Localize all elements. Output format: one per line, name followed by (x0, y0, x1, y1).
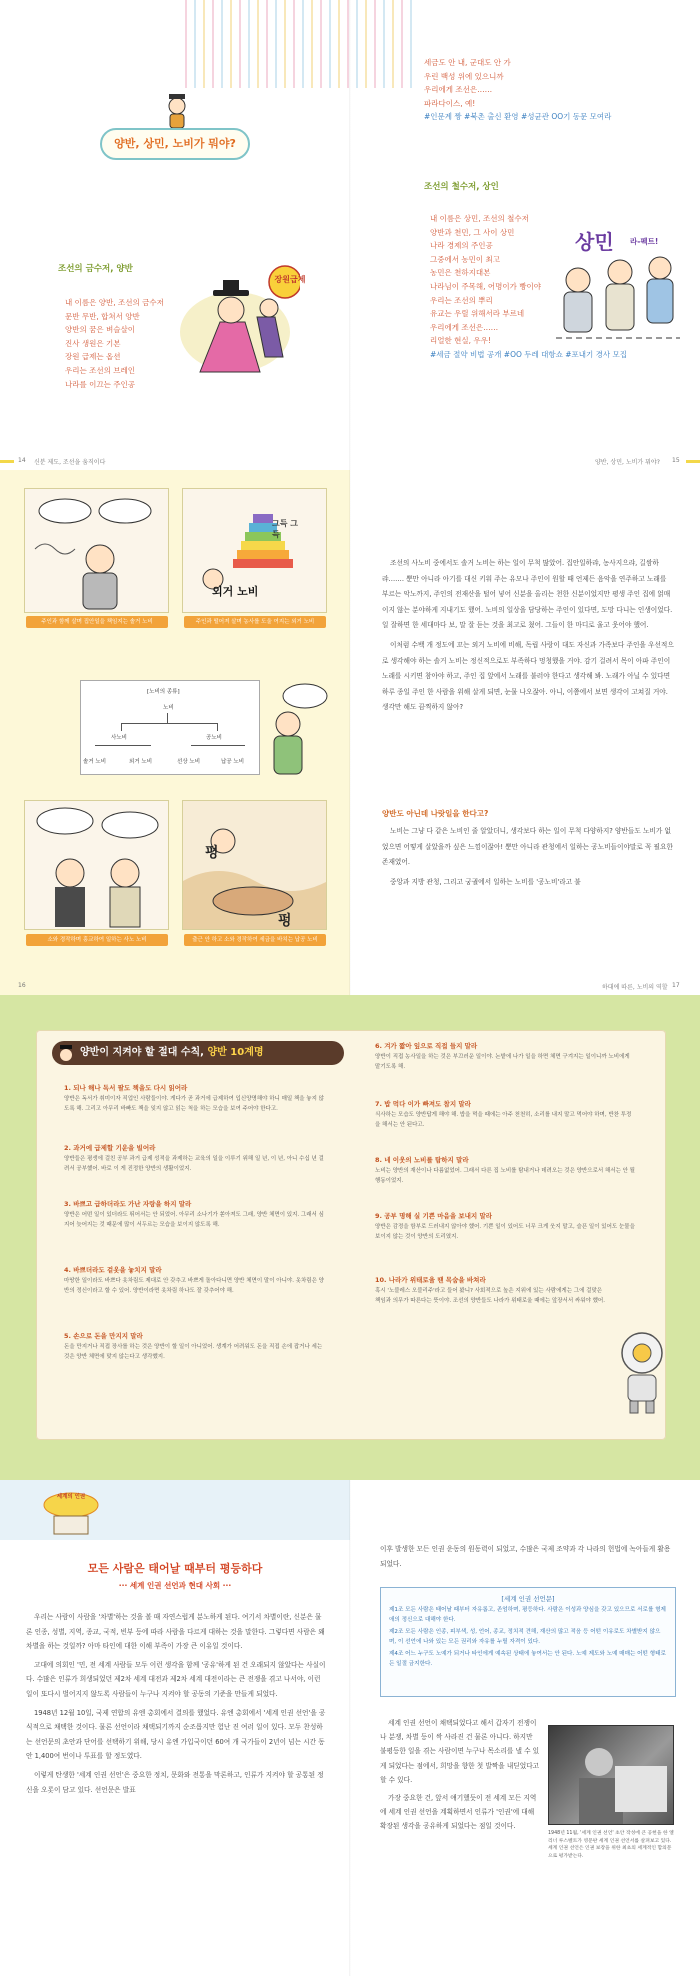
rule-body: 양반은 어떤 일이 있더라도 뛰어서는 안 되었어. 아무리 소나기가 쏟아져도 그래, 양반 체면이 있지. 그래서 심지어 늦어지는 것 때문에 많이 서두르는 모습을 보이지 않도록 해. (64, 1212, 324, 1229)
yangban-heading: 조선의 금수저, 양반 (58, 264, 133, 274)
rules-heading-bar (52, 1041, 344, 1065)
page-number-right: 15 (672, 457, 680, 464)
rule-item (64, 1083, 324, 1114)
nobi-body-text-2 (382, 824, 674, 924)
paragraph: 이처럼 수백 개 정도에 꼬는 외거 노비에 비해, 독립 사랑이 대도 자신과 가족보다 주인을 우선적으로 생각해야 하는 솔거 노비는 정신적으로도 부족하다 멍청했을 거야. 감기 걸려서 목이 아파 주인이 노래를 시키면 참아야 하고, 주인 집 앞에서 노래를 불러야 한다고 생각해 봐. 노래가 아닐 수 있다면 하루 종일 주인 한 사람을 위해 살게 되면, 눈물 나오잖아. 아니, 이쯤에서 보면 생각이 고쳐질 거야. 생각만 해도 끔찍하지 않아? (382, 640, 674, 712)
rule-item (375, 1155, 635, 1186)
rule-title: 6. 겨가 짧아 잎으로 직접 들지 말라 (375, 1042, 478, 1050)
rule-title: 5. 손으로 돈을 만지지 말라 (64, 1332, 143, 1340)
page-label-right: 하대에 따른, 노비의 역할 (602, 984, 668, 991)
caption-sano: 소와 경작하며 흥교하여 일하는 사노 노비 (26, 934, 168, 946)
rule-item (64, 1331, 324, 1362)
boy-icon (260, 680, 330, 780)
page-fold (349, 1480, 351, 1976)
rule-title: 9. 공부 명해 실 기쁜 마음을 보내지 말라 (375, 1212, 493, 1220)
rule-item (375, 1211, 635, 1242)
cartoon-sano (25, 801, 169, 930)
article-title: 모든 사람은 태어날 때부터 평등하다 (87, 1562, 263, 1575)
cartoon-napgong (183, 801, 327, 930)
list-item: 진사 생원은 기본 (65, 338, 121, 348)
decorative-stripes (185, 0, 415, 88)
list-item: 문반 무반, 합쳐서 양반 (65, 311, 140, 321)
org-leaf: 선상 노비 (177, 759, 201, 765)
paragraph: 고대에 의회인 '민, 전 세계 사람들 모두 이런 생각을 함께 '공유'하게 된 건 오래되지 않았다는 사실이다. 수많은 인류가 희생되었던 제2차 세계 대전과 제2차 세계 대전이라는 큰 전쟁을 겪고 나서야, 이런 일이 또다시 벌어지지 않도록 사람들이 누구나 지켜야 할 공동의 기준을 만들게 되었다. (26, 1660, 326, 1698)
spread-human-rights (0, 1480, 700, 1976)
org-leaf: 외거 노비 (129, 759, 153, 765)
sound-effect-2: 펑 (278, 913, 292, 929)
page-title-badge (100, 128, 250, 160)
paragraph: 이후 발생한 모든 인권 운동의 원동력이 되었고, 수많은 국제 조약과 각 나라의 헌법에 녹아들게 활용되었다. (380, 1545, 671, 1568)
sangmin-sign: 상민 (575, 230, 614, 254)
robot-mascot-icon (612, 1325, 672, 1415)
sangmin-heading: 조선의 철수저, 상인 (424, 182, 499, 192)
org-nobi: 노비 (163, 705, 174, 711)
list-item: 세금도 안 내, 군대도 안 가 (424, 58, 511, 67)
rule-title: 4. 바쁘더라도 겉옷을 놓치지 말라 (64, 1266, 162, 1274)
declaration-article: 제1조 모든 사람은 태어날 때부터 자유롭고, 존엄하며, 평등하다. 사람은 이성과 양심을 갖고 있으므로 서로를 형제애의 정신으로 대해야 한다. (389, 1607, 666, 1623)
list-item: 우린 백성 위에 있으니까 (424, 71, 504, 81)
yangban-face-icon (56, 1043, 76, 1063)
rule-item (64, 1199, 324, 1230)
rule-body: 돈을 만지거나 직접 장사를 하는 것은 양반이 할 일이 아니었어. 생계가 어려워도 돈을 직접 손에 잡거나 세는 것은 양반 체면에 맞지 않는다고 생각했지. (64, 1344, 323, 1361)
yangban-verse-list (424, 56, 611, 124)
list-item: 양반과 천민, 그 사이 상민 (430, 227, 515, 237)
spread-nobi (0, 470, 700, 995)
declaration-article: 제4조 어느 누구도 노예가 되거나 타인에게 예속된 상태에 놓여서는 안 된다. 노예 제도와 노예 매매는 어떤 형태로든 일절 금지한다. (389, 1651, 666, 1667)
cartoon-solgeo (25, 489, 169, 613)
sangmin-illustration (548, 210, 688, 350)
declaration-article: 제2조 모든 사람은 인종, 피부색, 성, 언어, 종교, 정치적 견해, 재산의 많고 적음 등 어떤 이유로도 차별받지 않으며, 이 선언에 나와 있는 모든 권리와 자유를 누릴 자격이 있다. (389, 1629, 661, 1645)
rule-body: 양반들은 평생에 걸친 공부 과거 급제 성적을 과제하는 교육의 일을 이루기 위해 일 년, 이 년, 아니 수십 년 걸려서 공부했어. 바로 이 게 진정한 양반의 생활이었지. (64, 1156, 324, 1173)
org-root: [노비의 종류] (147, 689, 180, 695)
list-item: 나라를 이끄는 주인공 (65, 379, 135, 389)
rule-title: 1. 되나 해나 독서 팔도 책을도 다시 읽어라 (64, 1084, 188, 1092)
org-gongnobi: 공노비 (206, 735, 222, 741)
list-item: 우리는 조선의 뿌리 (430, 295, 493, 305)
list-item: 나라님이 주목해, 어명이가 빵이야 (430, 281, 541, 291)
list-item: 우리는 조선의 브레인 (65, 365, 135, 375)
hashtag-credit: #인문계 짱 #북촌 출신 환영 #성균관 OO기 동문 모여라 (424, 112, 612, 122)
article-right-text (380, 1716, 540, 1966)
rule-body: 양반이 직접 농사일을 하는 것은 부끄러운 일이야. 논밭에 나가 일을 하면 체면 구겨지는 일이니까 노비에게 맡기도록 해. (375, 1054, 630, 1071)
list-item: 리얼한 현실, 우우! (430, 336, 491, 346)
rule-item (64, 1143, 324, 1174)
rule-title: 8. 네 이웃의 노비를 탐하지 말라 (375, 1156, 469, 1164)
cartoon-frame-napgong (182, 800, 327, 930)
cartoon-frame-solgeo (24, 488, 169, 613)
nobi-org-chart (80, 680, 260, 775)
page-fold (349, 470, 351, 995)
caption-napgong: 출근 안 하고 소와 경작하여 세금을 바치는 납공 노비 (184, 934, 326, 946)
list-item: 장원 급제는 옵션 (65, 352, 121, 362)
yangban-list (65, 296, 164, 391)
article-subtitle: ··· 세계 인권 선언과 현대 사회 ··· (118, 1581, 232, 1590)
bubble-big: 외거 노비 (212, 585, 259, 598)
list-item: 양반의 꿈은 벼슬살이 (65, 325, 135, 335)
rule-title: 2. 과거에 급제할 기운을 빌어라 (64, 1144, 156, 1152)
rule-body: 혹시 '노블레스 오블리주'라고 들어 봤니? 사회적으로 높은 지위에 있는 사람에게는 그에 걸맞은 책임과 의무가 따른다는 뜻이야. 조선의 양반들도 나라가 위태로울 때에는 앞장서서 싸워야 했어. (375, 1288, 605, 1305)
paragraph: 1948년 12월 10일, 국제 연합의 유엔 총회에서 결의를 했었다. 유엔 총회에서 '세계 인권 선언'을 공식적으로 채택한 것이다. 물론 선언이라 채택되기까지 순조롭지만 험난 진 여러 일이 있다. 모두 찬성하는 선언문의 초안과 단어를 선택하기 위해, 당시 유엔 가입국이던 60여 개 국가들이 2년이 넘는 시간 동안 1,400여 번이나 투표를 할 정도였다. (26, 1708, 326, 1761)
spread-caste-intro (0, 0, 700, 470)
rule-body: 양반은 감정을 함부로 드러내지 않아야 했어. 기쁜 일이 있어도 너무 크게 웃지 말고, 슬픈 일이 있어도 눈물을 보이지 않는 것이 양반의 도리였지. (375, 1224, 635, 1241)
roosevelt-photo (548, 1725, 674, 1825)
sound-effect-1: 평 (205, 845, 219, 861)
article-right-intro (380, 1542, 676, 1582)
hashtag-credit: #세금 절약 비법 공개 #OO 두레 대항쇼 #포내기 경사 모집 (430, 349, 628, 359)
mascot-icon (160, 92, 194, 130)
rule-body: 양반은 독서가 취미이자 직업인 사람들이야. 게다가 곧 과거에 급제하여 입신양명해야 하니 매일 책을 놓지 않도록 해. 그리고 아무리 바빠도 책을 잊지 않고 읽는 척을 하는 모습을 보여 주어야 한다고. (64, 1096, 324, 1113)
sangmin-sign-small: 라-펙트! (630, 237, 659, 246)
list-item: 유교는 우릴 위해서라 부르네 (430, 309, 525, 319)
rule-title: 7. 밥 먹다 이가 빠져도 참지 말라 (375, 1100, 471, 1108)
list-item: 내 이름은 양반, 조선의 금수저 (65, 298, 164, 307)
paragraph: 우리는 사람이 사람을 '차별'하는 것을 볼 때 자연스럽게 분노하게 된다. 여기서 차별이란, 신분은 물론 인종, 성별, 지역, 종교, 국적, 빈부 등에 따라 사람을 다르게 대하는 것을 말한다. 그렇다면 사람은 왜 차별을 하는 것일까? 아마 타인에 대한 이해 부족이 가장 큰 이유일 것이다. (26, 1613, 325, 1651)
caption-oegeo: 주인과 떨어져 살며 농사를 도울 여지는 외거 노비 (184, 616, 326, 628)
paragraph: 세계 인권 선언이 채택되었다고 해서 갑자기 전쟁이나 분쟁, 차별 등이 싹 사라진 건 물론 아니다. 하지만 불평등한 일을 겪는 사람이면 누구나 목소리를 낼 수 있게 되었다는 점에서, 희망을 향한 첫 발짝을 내딛었다고 할 수 있다. (380, 1719, 540, 1784)
rule-item (375, 1275, 605, 1306)
banner-label: 장원급제 (274, 275, 306, 284)
page-label-right: 양반, 상민, 노비가 뭐야? (595, 459, 660, 466)
paragraph: 이렇게 탄생한 '세계 인권 선언'은 중요한 정치, 문화와 전통을 막론하고, 인류가 지켜야 할 공통된 정신을 오롯이 담고 있다. 선언문은 발표 (26, 1770, 324, 1794)
declaration-title: [세계 인권 선언문] (501, 1595, 555, 1603)
list-item: 나라 경제의 주인공 (430, 241, 493, 251)
nobi-body-text (382, 556, 674, 784)
page-label-left: 신분 제도, 조선을 움직이다 (34, 459, 106, 466)
photo-figure (549, 1726, 673, 1824)
rule-item (64, 1265, 324, 1296)
declaration-box (380, 1587, 676, 1697)
stamp-label: 세계의 인권 (56, 1494, 86, 1500)
list-item: 농민은 천하지대본 (430, 268, 491, 278)
spread-yangban-rules (0, 995, 700, 1480)
page-number-left: 14 (18, 457, 26, 464)
photo-caption: 1948년 11월, '세계 인권 선언' 초안 작성에 큰 공헌을 한 엘리너 루스벨트가 영문판 세계 인권 선언서를 살펴보고 있다. 세계 인권 선언은 인권 보장을 위한 최초의 세계적인 합의문으로 평가받는다. (548, 1831, 674, 1859)
paragraph: 중앙과 지방 관청, 그리고 궁궐에서 일하는 노비를 '공노비'라고 불 (390, 877, 581, 886)
cartoon-frame-sano (24, 800, 169, 930)
page-number-right: 17 (672, 982, 680, 989)
rule-item (375, 1099, 635, 1130)
rule-body: 식사하는 모습도 양반답게 해야 해. 밥을 먹을 때에는 아주 천천히, 소리를 내지 말고 먹어야 하며, 반찬 투정을 해서는 안 된다고. (375, 1112, 632, 1129)
rule-body: 노비는 양반의 재산이나 다름없었어. 그래서 다른 집 노비를 탐내거나 데려오는 것은 양반으로서 해서는 안 될 행동이었지. (375, 1168, 635, 1185)
list-item: 우리에게 조선은…… (430, 322, 499, 332)
page-bar-right (686, 460, 700, 463)
page-bar-left (0, 460, 14, 463)
list-item: 파라다이스, 예! (424, 98, 476, 108)
list-item: 그중에서 농민이 최고 (430, 254, 500, 264)
page-number-left: 16 (18, 982, 26, 989)
org-sanobi: 사노비 (111, 735, 127, 741)
paragraph: 가장 중요한 건, 앞서 얘기했듯이 전 세계 모든 지역에 세계 인권 선언을 계획하면서 인류가 '인권'에 대해 확장된 생각을 공유하게 되었다는 점일 것이다. (380, 1794, 537, 1831)
page-title: 양반, 상민, 노비가 뭐야? (114, 137, 236, 150)
rules-heading: 양반이 지켜야 할 절대 수칙, 양반 10계명 (80, 1047, 264, 1058)
nobi-subheading: 양반도 아닌데 나랏일을 한다고? (382, 809, 489, 818)
org-leaf: 솔거 노비 (83, 759, 107, 765)
list-item: 우리에게 조선은…… (424, 85, 493, 95)
caption-solgeo: 주인과 함께 살며 집안일을 책임지는 솔거 노비 (26, 616, 168, 628)
org-leaf: 납공 노비 (221, 759, 245, 765)
list-item: 내 이름은 상민, 조선의 철수저 (430, 214, 529, 223)
bubble-tomb: 그득 그득 (272, 519, 298, 539)
rule-title: 10. 나라가 위태로울 땐 목숨을 바쳐라 (375, 1276, 486, 1284)
rule-title: 3. 바쁘고 급하더라도 가난 자랑을 하지 말라 (64, 1200, 192, 1208)
rule-item (375, 1041, 635, 1072)
paragraph: 조선의 사노비 중에서도 솔거 노비는 하는 일이 무척 많았어. 집안일하랴, 농사지으랴, 길쌈하랴……. 뿐만 아니라 아기를 대신 키워 주는 유모나 주인이 원할 때 언제든 음악을 연주하고 노래를 부르는 악노까지, 주인의 전재산을 털어 넣어 신분을 올리는 천한 신분이었지만 평생 주인 집에 얽매이지 않는 분야하게 지내기도 했어. 노비의 일상을 담당하는 주인이 있다면, 도망 다니는 인생이었다. 일 잘하면 한 세대마다 보, 말 잘 듣는 것을 최고로 쳤어. 그들이 한 마디로 울고 웃어야 했어. (382, 559, 673, 630)
paragraph: 노비는 그냥 다 같은 노비인 줄 알았더니, 생각보다 하는 일이 무척 다양하지? 양반들도 노비가 없었으면 어떻게 살았을까 싶은 느낌이잖아! 뿐만 아니라 관청에서 일하는 공노비들이야말로 꼭 필요한 존재였어. (382, 827, 673, 867)
article-left-text (26, 1610, 326, 1966)
rule-body: 마땅한 일이라도 바쁘다 옷차림도 제대로 안 갖추고 바쁘게 돌아다니면 양반 체면이 말이 아니야. 옷차림은 양반의 정신이라고 할 수 있어. 양반이라면 옷차림 하나도 잘 갖추어야 해. (64, 1278, 324, 1295)
